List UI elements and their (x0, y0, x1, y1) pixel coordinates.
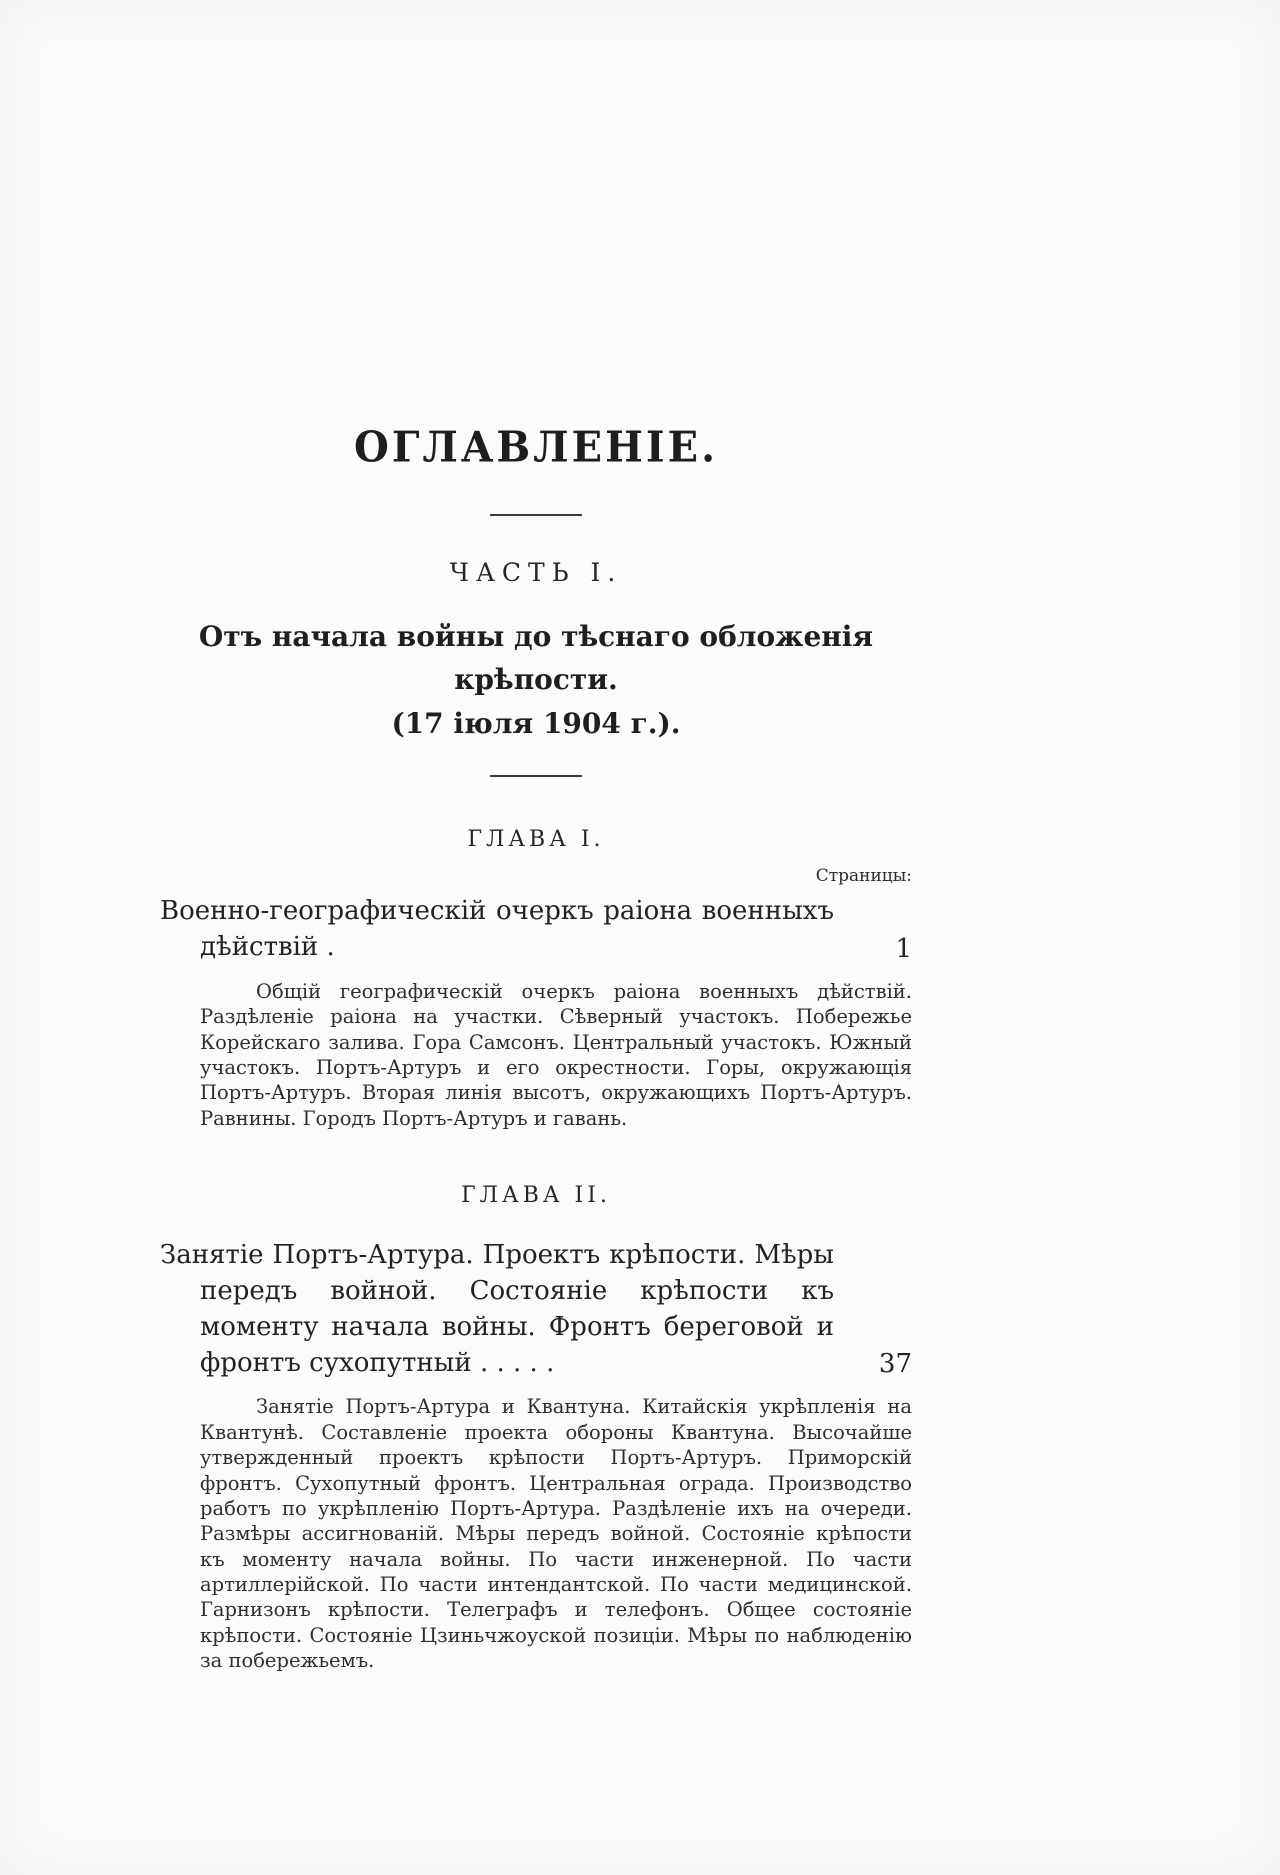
text-column (160, 422, 912, 1673)
part-title (160, 615, 912, 745)
toc-entry-chapter-2 (160, 1238, 912, 1382)
section-divider (490, 514, 582, 516)
pages-column-label: Страницы: (815, 866, 912, 887)
toc-page-number: 37 (878, 1349, 912, 1380)
chapter-2-heading: ГЛАВА II. (461, 1182, 611, 1208)
part-title-line-1: Отъ начала войны до тѣснаго обложенія крѣпости. (198, 620, 874, 697)
part-heading: ЧАСТЬ I. (449, 558, 623, 587)
toc-entry-text: Занятіе Портъ-Артура. Проектъ крѣпости. Мѣры передъ войной. Состояніе крѣпости къ моменту начала войны. Фронтъ береговой и фронтъ сухопутный . . . . . (160, 1239, 834, 1378)
section-divider (490, 775, 582, 777)
toc-entry-text: Военно-географическій очеркъ раіона военныхъ дѣйствій . (160, 896, 834, 963)
toc-entry-chapter-1 (160, 894, 912, 966)
chapter-1-heading: ГЛАВА I. (467, 827, 605, 853)
chapter-2-summary: Занятіе Портъ-Артура и Квантуна. Китайскія укрѣпленія на Квантунѣ. Составленіе проекта обороны Квантуна. Высочайше утвержденный проектъ крѣпости Портъ-Артуръ. Приморскій фронтъ. Сухопутный фронтъ. Центральная ограда. Производство работъ по укрѣпленію Портъ-Артура. Раздѣленіе ихъ на очереди. Размѣры ассигнованій. Мѣры передъ войной. Состояніе крѣпости къ моменту начала войны. По части инженерной. По части артиллерійской. По части интендантской. По части медицинской. Гарнизонъ крѣпости. Телеграфъ и телефонъ. Общее состояніе крѣпости. Состояніе Цзиньчжоуской позиціи. Мѣры по наблюденію за побережьемъ. (200, 1395, 912, 1672)
part-title-line-2: (17 іюля 1904 г.). (391, 706, 681, 740)
chapter-1-summary: Общій географическій очеркъ раіона военныхъ дѣйствій. Раздѣленіе раіона на участки. Сѣверный участокъ. Побережье Корейскаго залива. Гора Самсонъ. Центральный участокъ. Южный участокъ. Портъ-Артуръ и его окрестности. Горы, окружающія Портъ-Артуръ. Вторая линія высотъ, окружающихъ Портъ-Артуръ. Равнины. Городъ Портъ-Артуръ и гавань. (200, 979, 912, 1130)
page-title: ОГЛАВЛЕНІЕ. (354, 422, 718, 473)
toc-page-number: 1 (895, 933, 912, 964)
